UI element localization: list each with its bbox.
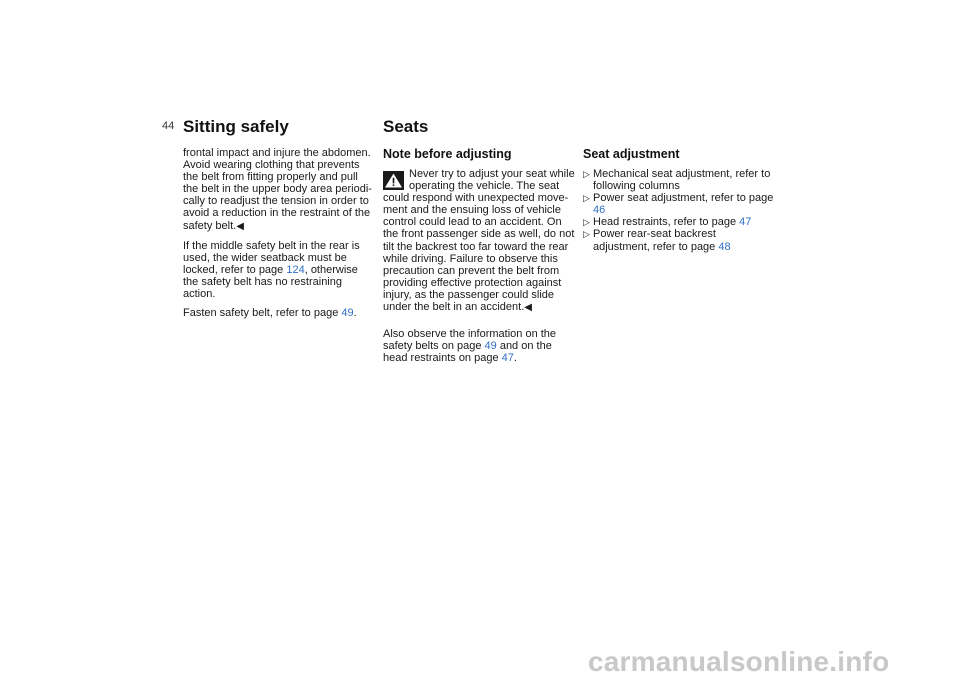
end-mark-icon: ◀: [524, 302, 532, 314]
list-item: ▷ Head restraints, refer to page 47: [583, 216, 752, 229]
seat-adjustment-list: [583, 168, 775, 253]
list-item: ▷ Power rear-seat backrest adjustment, refer to page 48: [583, 228, 731, 253]
bullet-arrow-icon: ▷: [583, 217, 590, 228]
page-link-46[interactable]: 46: [593, 204, 606, 217]
paragraph-middle-belt: If the middle safety belt in the rear is used, the wider seatback must be locked, refer to page 124, otherwise the safety belt has no restraining action.: [183, 239, 360, 301]
page-link-47[interactable]: 47: [501, 352, 514, 365]
bullet-arrow-icon: ▷: [583, 169, 590, 179]
page-link-49[interactable]: 49: [484, 340, 497, 353]
page-link-124[interactable]: 124: [286, 263, 305, 276]
list-item: ▷ Mechanical seat adjustment, refer to following columns: [583, 168, 771, 193]
warning-icon: [383, 171, 404, 190]
page-number: 44: [162, 120, 175, 132]
paragraph-belt-clothing: frontal impact and injure the abdomen. Avoid wearing clothing that prevents the belt from fitting properly and pull the belt in the upper body area periodi-cally to readjust the tension in order to avoid a reduction in the restraint of the safety belt.◀: [183, 147, 372, 232]
column-seat-adjustment: [583, 147, 775, 253]
page-link-49[interactable]: 49: [341, 307, 354, 320]
page-link-47[interactable]: 47: [739, 216, 752, 229]
list-item: ▷ Power seat adjustment, refer to page 46: [583, 192, 774, 217]
paragraph-also-observe: Also observe the information on the safety belts on page 49 and on the head restraints on page 47.: [383, 328, 557, 365]
column-note-before-adjusting: [383, 147, 575, 371]
right-section-title: Seats: [383, 117, 429, 136]
end-mark-icon: ◀: [236, 220, 244, 232]
bullet-arrow-icon: ▷: [583, 193, 590, 204]
paragraph-fasten-belt: Fasten safety belt, refer to page 49.: [183, 307, 357, 320]
column-sitting-safely: [183, 147, 375, 326]
warning-paragraph: Never try to adjust your seat while operating the vehicle. The seat could respond with unexpected move-ment and the ensuing loss of vehicle control could lead to an accident. On the front passenger side as well, do not tilt the backrest too far toward the rear while driving. Failure to observe this precaution can prevent the belt from providing effective protection against injury, as the passenger could slide under the belt in an accident.◀: [383, 168, 575, 314]
page-link-48[interactable]: 48: [718, 240, 731, 253]
bullet-arrow-icon: ▷: [583, 229, 590, 240]
note-heading: Note before adjusting: [383, 147, 512, 161]
watermark: carmanualsonline.info: [588, 646, 890, 677]
seat-adjustment-heading: Seat adjustment: [583, 147, 680, 161]
left-section-title: Sitting safely: [183, 117, 289, 136]
